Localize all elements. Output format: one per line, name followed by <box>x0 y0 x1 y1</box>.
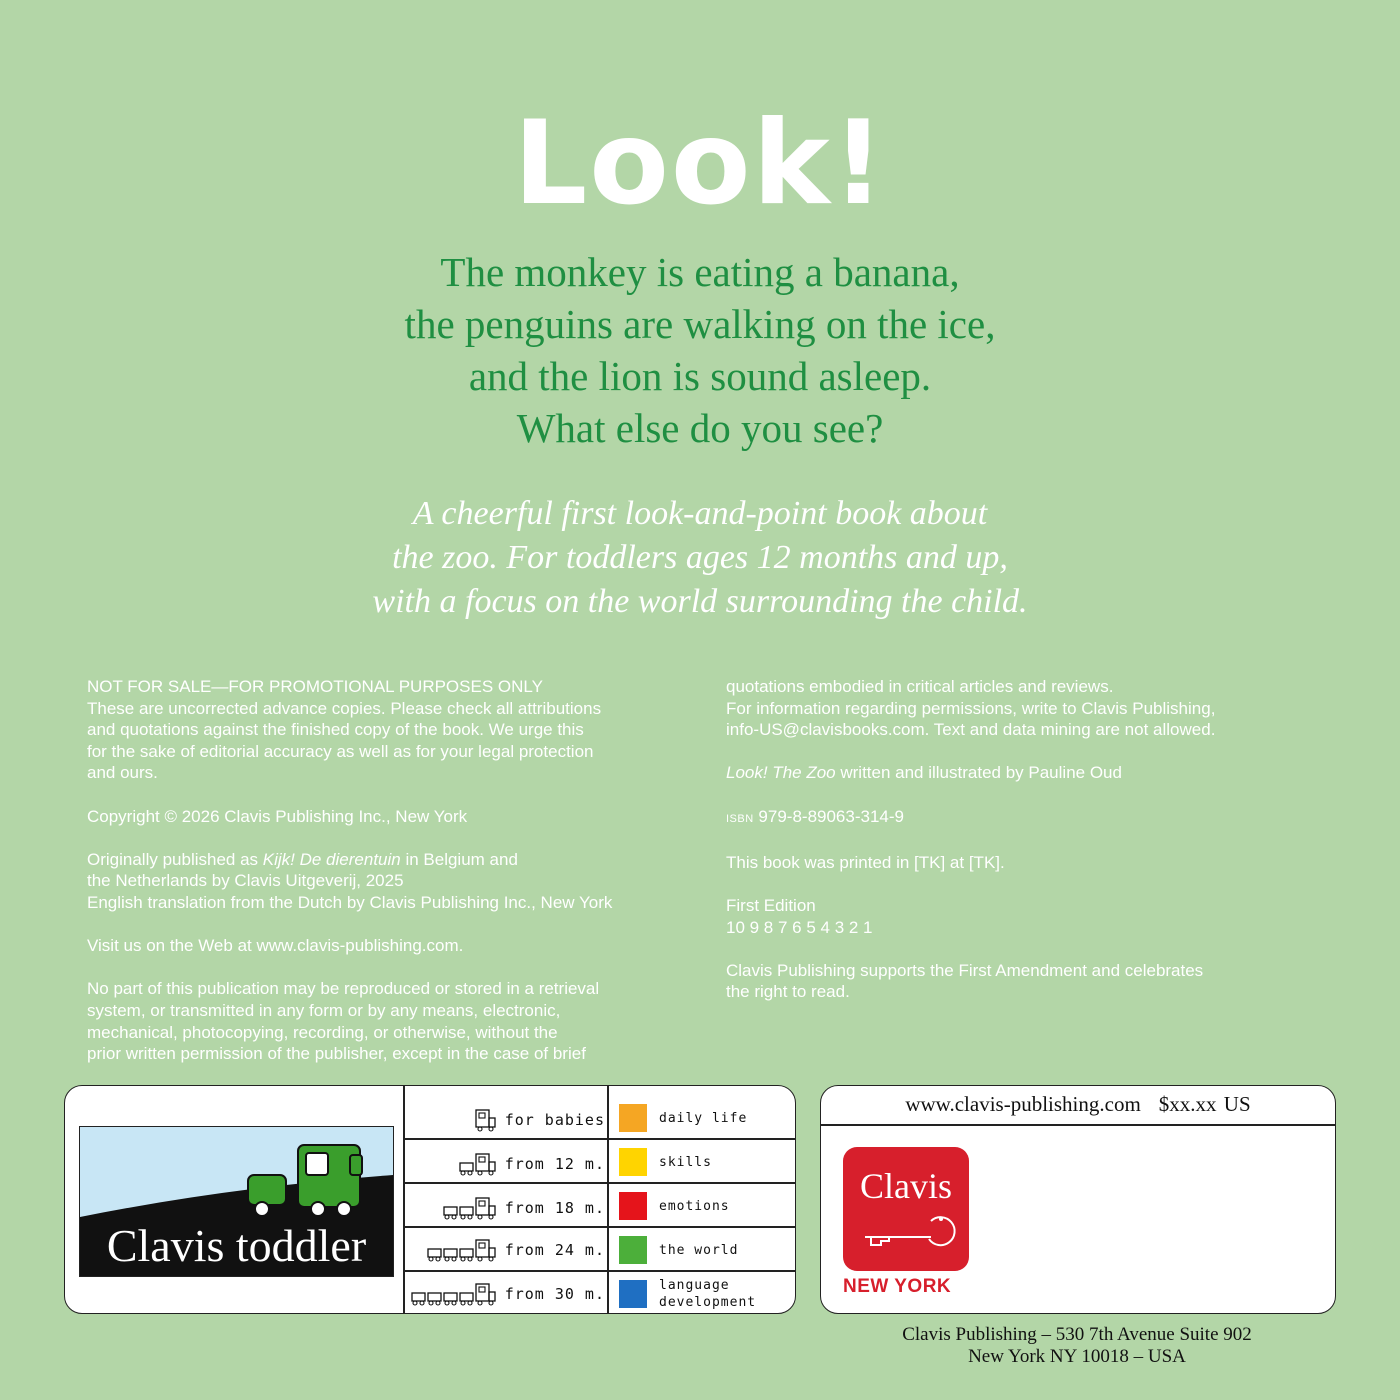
logo-label: Clavis toddler <box>106 1220 367 1271</box>
amendment-statement <box>726 960 1326 1003</box>
locomotive-window <box>479 1157 485 1162</box>
train-outline-icon <box>427 1238 497 1262</box>
city-label: NEW YORK <box>843 1276 952 1297</box>
age-label: from 12 m. <box>504 1155 605 1173</box>
train-icon <box>475 1108 497 1132</box>
train-icon <box>411 1282 497 1306</box>
book-title: Look! <box>513 96 887 231</box>
printing-line: 10 9 8 7 6 5 4 3 2 1 <box>726 917 873 937</box>
blue-swatch <box>619 1280 647 1308</box>
age-row-30m <box>405 1272 605 1314</box>
yellow-swatch <box>619 1148 647 1176</box>
age-row-24m <box>405 1228 605 1272</box>
orig-prefix: Originally published as <box>87 849 263 869</box>
wagon <box>460 1249 473 1257</box>
credit-title: Look! The Zoo <box>726 763 836 783</box>
printed-line: This book was printed in [TK] at [TK]. <box>726 852 1005 872</box>
locomotive-window <box>479 1201 485 1206</box>
train-outline-icon <box>459 1152 497 1176</box>
wagon <box>444 1249 457 1257</box>
train-icon <box>443 1196 497 1220</box>
promo-notice <box>87 676 687 784</box>
rights-line: quotations embodied in critical articles and reviews. <box>726 677 1114 696</box>
price: $xx.xx US <box>1158 1092 1251 1116</box>
rights-line: For information regarding permissions, write to Clavis Publishing, <box>726 698 1216 718</box>
publisher-website: www.clavis-publishing.com <box>905 1092 1141 1116</box>
publisher-address <box>820 1324 1334 1368</box>
category-the-world <box>619 1228 789 1272</box>
credit-author: written and illustrated by Pauline Oud <box>835 763 1122 783</box>
orig-line: the Netherlands by Clavis Uitgeverij, 2025 <box>87 871 404 891</box>
poem-line: the penguins are walking on the ice, <box>404 301 996 347</box>
wagon <box>412 1293 425 1301</box>
wagon <box>428 1293 441 1301</box>
rights-line: system, or transmitted in any form or by any means, electronic, <box>87 1000 561 1020</box>
website-line: Visit us on the Web at www.clavis-publishing.com. <box>87 936 464 956</box>
category-label-line: development <box>659 1295 757 1310</box>
train-icon <box>459 1152 497 1176</box>
category-label <box>659 1277 756 1311</box>
notice-heading: NOT FOR SALE—FOR PROMOTIONAL PURPOSES ONLY <box>87 677 543 696</box>
category-language-development <box>619 1272 789 1314</box>
divider <box>607 1086 609 1313</box>
category-skills <box>619 1140 789 1184</box>
edition-block <box>726 895 1326 938</box>
clavis-logo-badge <box>843 1147 969 1271</box>
wagon <box>428 1249 441 1257</box>
key-icon <box>861 1209 957 1253</box>
notice-line: and quotations against the finished copy of the book. We urge this <box>87 720 584 740</box>
isbn-number: 979-8-89063-314-9 <box>758 806 904 826</box>
category-label: skills <box>659 1154 712 1170</box>
rights-line: No part of this publication may be reproduced or stored in a retrieval <box>87 979 600 999</box>
locomotive-front <box>489 1162 495 1171</box>
red-swatch <box>619 1192 647 1220</box>
rights-statement <box>87 978 687 1064</box>
wagon <box>444 1207 457 1215</box>
clavis-toddler-logo <box>79 1126 394 1277</box>
orig-suffix: in Belgium and <box>400 849 518 869</box>
divider <box>821 1124 1335 1126</box>
rights-line: mechanical, photocopying, recording, or otherwise, without the <box>87 1022 558 1042</box>
locomotive-front <box>489 1292 495 1301</box>
locomotive-front <box>489 1206 495 1215</box>
blurb-line: A cheerful first look-and-point book about <box>412 495 988 532</box>
address-line: New York NY 10018 – USA <box>968 1346 1186 1367</box>
wagon <box>460 1293 473 1301</box>
copyright-line: Copyright © 2026 Clavis Publishing Inc., New York <box>87 806 468 826</box>
isbn-line <box>726 806 1326 831</box>
wagon <box>444 1293 457 1301</box>
age-row-12m <box>405 1142 605 1186</box>
category-daily-life <box>619 1096 789 1140</box>
legal-left-column <box>87 676 687 1086</box>
age-row-babies <box>405 1098 605 1142</box>
publisher-panel <box>820 1085 1336 1314</box>
train-icon <box>427 1238 497 1262</box>
rights-line: info-US@clavisbooks.com. Text and data mining are not allowed. <box>726 720 1216 740</box>
poem <box>0 246 1400 454</box>
train-outline-icon <box>411 1282 497 1306</box>
locomotive-window <box>479 1287 485 1292</box>
notice-line: These are uncorrected advance copies. Please check all attributions <box>87 698 602 718</box>
green-swatch <box>619 1236 647 1264</box>
green-train-icon <box>248 1145 362 1216</box>
credit-line <box>726 762 1326 784</box>
wagon <box>460 1163 473 1171</box>
poem-line: and the lion is sound asleep. <box>468 353 932 399</box>
original-title: Kijk! De dierentuin <box>262 849 401 869</box>
edition-line: First Edition <box>726 895 816 915</box>
badge-label: Clavis <box>859 1166 952 1206</box>
amendment-line: Clavis Publishing supports the First Amendment and celebrates <box>726 960 1204 980</box>
rights-line: prior written permission of the publisher, except in the case of brief <box>87 1044 586 1064</box>
blurb-line: with a focus on the world surrounding the child. <box>372 583 1028 620</box>
legal-right-column <box>726 676 1326 1025</box>
poem-line: What else do you see? <box>516 405 884 451</box>
category-emotions <box>619 1184 789 1228</box>
age-label: from 24 m. <box>504 1241 605 1259</box>
locomotive-window <box>479 1243 485 1248</box>
locomotive-window <box>479 1113 485 1118</box>
book-blurb <box>0 492 1400 624</box>
wagon <box>460 1207 473 1215</box>
translation-line: English translation from the Dutch by Clavis Publishing Inc., New York <box>87 892 613 912</box>
category-label: daily life <box>659 1110 748 1126</box>
address-line: Clavis Publishing – 530 7th Avenue Suite 902 <box>902 1324 1252 1345</box>
orange-swatch <box>619 1104 647 1132</box>
notice-line: and ours. <box>87 763 158 783</box>
original-publication <box>87 849 687 914</box>
age-label: from 30 m. <box>504 1285 605 1303</box>
locomotive-front <box>489 1248 495 1257</box>
poem-line: The monkey is eating a banana, <box>440 249 960 295</box>
website-price-line <box>821 1092 1335 1117</box>
notice-line: for the sake of editorial accuracy as well as for your legal protection <box>87 741 594 761</box>
age-label: for babies <box>504 1111 605 1129</box>
rights-continued <box>726 676 1326 741</box>
locomotive-front <box>489 1118 495 1127</box>
train-outline-icon <box>475 1108 497 1132</box>
category-label: the world <box>659 1242 739 1258</box>
category-label-line: language <box>659 1278 730 1293</box>
amendment-line: the right to read. <box>726 982 850 1002</box>
age-row-18m <box>405 1186 605 1230</box>
category-label: emotions <box>659 1198 730 1214</box>
isbn-label: ISBN <box>726 812 754 825</box>
age-label: from 18 m. <box>504 1199 605 1217</box>
train-outline-icon <box>443 1196 497 1220</box>
age-category-panel <box>64 1085 796 1314</box>
blurb-line: the zoo. For toddlers ages 12 months and up, <box>392 539 1008 576</box>
